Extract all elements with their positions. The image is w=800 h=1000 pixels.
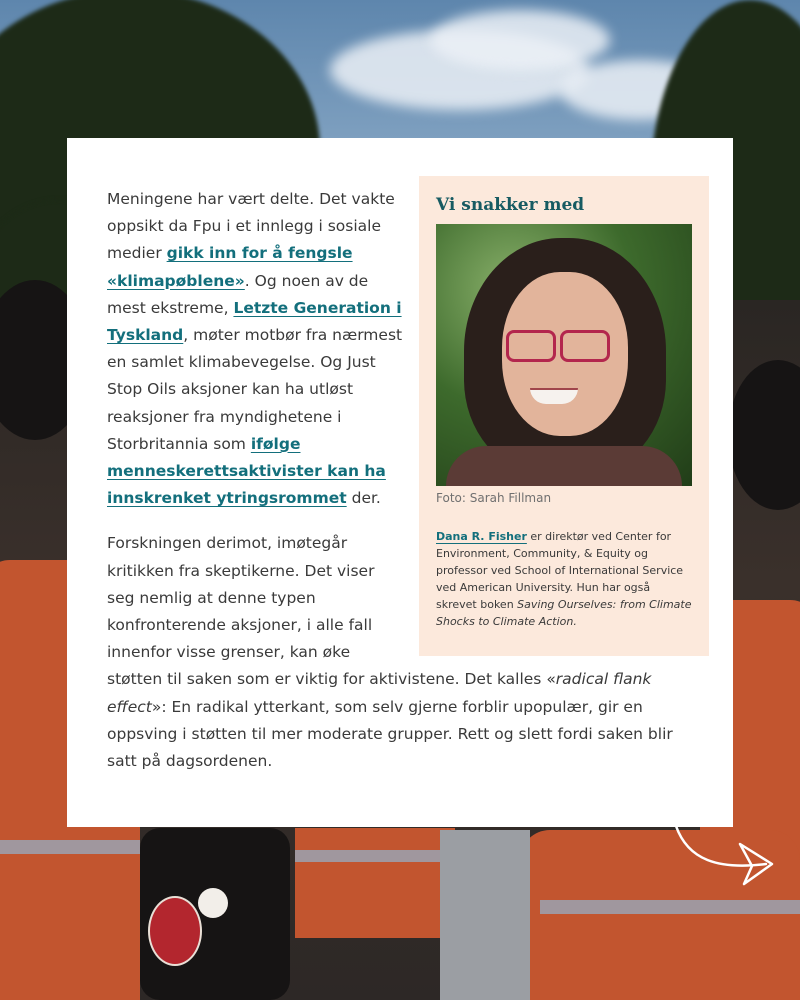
text-segment: , møter motbør fra nærmest en samlet klimabevegelse. Og Just Stop Oils aksjoner kan ha utløst reaksjoner fra myndighetene i Storbritannia som xyxy=(107,326,403,453)
bio-text: er direktør ved Center for Environment, Community, & Equity og professor ved School of International Service ved American University. Hun har også skrevet boken xyxy=(436,530,684,611)
radical-flank-effect-term: radical flank effect xyxy=(107,670,652,716)
glasses-icon xyxy=(560,330,610,362)
photo-credit: Foto: Sarah Fillman xyxy=(436,491,552,505)
reflective-stripe xyxy=(0,840,140,854)
sidebar-box xyxy=(419,176,709,656)
text-segment: . Og noen av de mest ekstreme, xyxy=(107,271,369,317)
glasses-icon xyxy=(506,330,556,362)
protest-badge-small xyxy=(198,888,228,918)
road xyxy=(440,830,530,1000)
sidebar-title: Vi snakker med xyxy=(436,195,585,215)
link-letzte-generation[interactable]: Letzte Generation i Tyskland xyxy=(107,298,402,345)
article-card xyxy=(67,138,733,827)
text-segment: Meningene har vært delte. Det vakte oppsikt da Fpu i et innlegg i sosiale medier xyxy=(107,190,395,263)
orange-vest xyxy=(295,828,455,938)
portrait-jacket xyxy=(446,446,682,486)
bio-book-title: Saving Ourselves: from Climate Shocks to Climate Action. xyxy=(436,598,692,628)
text-segment: Forskningen derimot, imøtegår kritikken fra skeptikerne. Det viser seg nemlig at denne typen konfronterende aksjoner, i alle fall innenfor visse grenser, kan øke støtten til saken som er viktig for aktivistene. Det kalles « xyxy=(107,534,556,689)
reflective-stripe xyxy=(295,850,455,862)
link-menneskerettsaktivister[interactable]: ifølge menneskerettsaktivister kan ha innskrenket ytringsrommet xyxy=(107,434,386,508)
bio-name-link[interactable]: Dana R. Fisher xyxy=(436,530,527,543)
next-arrow-icon[interactable] xyxy=(668,820,788,900)
article-body xyxy=(107,186,692,793)
reflective-stripe xyxy=(540,900,800,914)
protest-badge xyxy=(148,896,202,966)
text-segment: »: En radikal ytterkant, som selv gjerne forblir upopulær, gir en oppsving i støtten til mer moderate grupper. Rett og slett fordi saken blir satt på dagsordenen. xyxy=(107,697,673,771)
portrait-photo xyxy=(436,224,692,486)
link-fengsle-klimapoblene[interactable]: gikk inn for å fengsle «klimapøblene» xyxy=(107,244,353,290)
author-bio xyxy=(436,528,692,630)
cloud xyxy=(430,10,610,70)
text-segment: der. xyxy=(346,489,381,508)
